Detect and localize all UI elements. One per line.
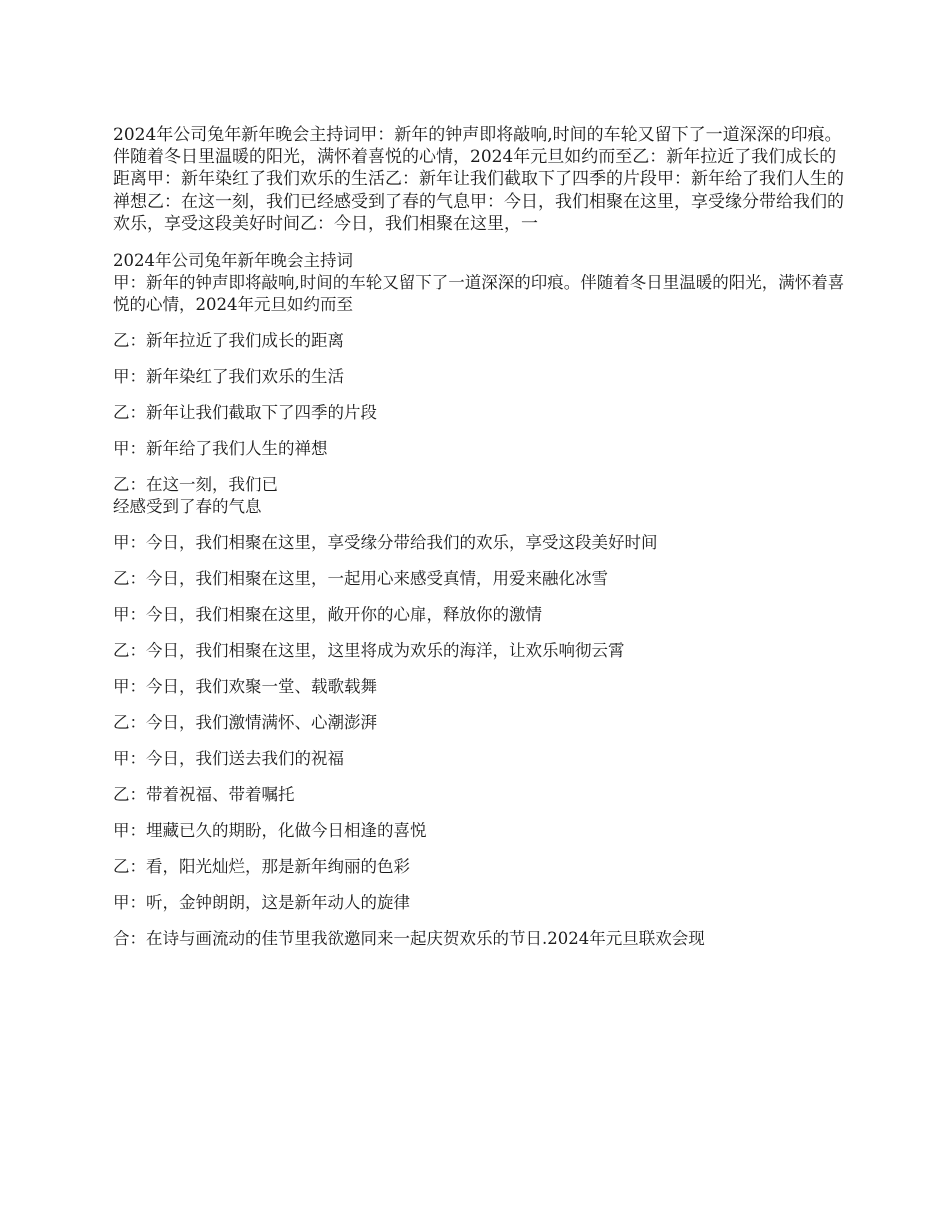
document-title: 2024年公司兔年新年晚会主持词 <box>113 251 353 271</box>
dialogue-line-continuation: 经感受到了春的气息 <box>113 497 262 517</box>
dialogue-line: 乙：今日，我们相聚在这里，一起用心来感受真情，用爱来融化冰雪 <box>113 569 608 589</box>
dialogue-line: 乙：在这一刻，我们已 <box>113 475 278 495</box>
dialogue-line: 甲：埋藏已久的期盼，化做今日相逢的喜悦 <box>113 821 427 841</box>
dialogue-line: 乙：带着祝福、带着嘱托 <box>113 785 295 805</box>
dialogue-line: 甲：今日，我们相聚在这里，享受缘分带给我们的欢乐，享受这段美好时间 <box>113 533 658 553</box>
document-page <box>113 124 845 964</box>
dialogue-line: 乙：今日，我们相聚在这里，这里将成为欢乐的海洋，让欢乐响彻云霄 <box>113 641 625 661</box>
dialogue-line: 甲：新年给了我们人生的禅想 <box>113 439 328 459</box>
dialogue-line: 乙：新年让我们截取下了四季的片段 <box>113 403 377 423</box>
dialogue-line: 乙：今日，我们激情满怀、心潮澎湃 <box>113 713 377 733</box>
dialogue-line: 甲：听，金钟朗朗，这是新年动人的旋律 <box>113 893 410 913</box>
dialogue-line: 甲：新年的钟声即将敲响,时间的车轮又留下了一道深深的印痕。伴随着冬日里温暖的阳光，满怀着喜悦的心情，2024年元旦如约而至 <box>113 273 845 315</box>
dialogue-line: 合：在诗与画流动的佳节里我欲邀同来一起庆贺欢乐的节日.2024年元旦联欢会现 <box>113 929 705 949</box>
dialogue-line: 甲：新年染红了我们欢乐的生活 <box>113 367 344 387</box>
dialogue-line: 乙：新年拉近了我们成长的距离 <box>113 331 344 351</box>
dialogue-line: 甲：今日，我们相聚在这里，敞开你的心扉，释放你的激情 <box>113 605 542 625</box>
summary-paragraph: 2024年公司兔年新年晚会主持词甲：新年的钟声即将敲响,时间的车轮又留下了一道深深的印痕。伴随着冬日里温暖的阳光，满怀着喜悦的心情，2024年元旦如约而至乙：新年拉近了我们成长的距离甲：新年染红了我们欢乐的生活乙：新年让我们截取下了四季的片段甲：新年给了我们人生的禅想乙：在这一刻，我们已经感受到了春的气息甲：今日，我们相聚在这里，享受缘分带给我们的欢乐，享受这段美好时间乙：今日，我们相聚在这里，一 <box>113 125 844 234</box>
dialogue-line: 甲：今日，我们送去我们的祝福 <box>113 749 344 769</box>
dialogue-line: 甲：今日，我们欢聚一堂、载歌载舞 <box>113 677 377 697</box>
dialogue-line: 乙：看，阳光灿烂，那是新年绚丽的色彩 <box>113 857 410 877</box>
